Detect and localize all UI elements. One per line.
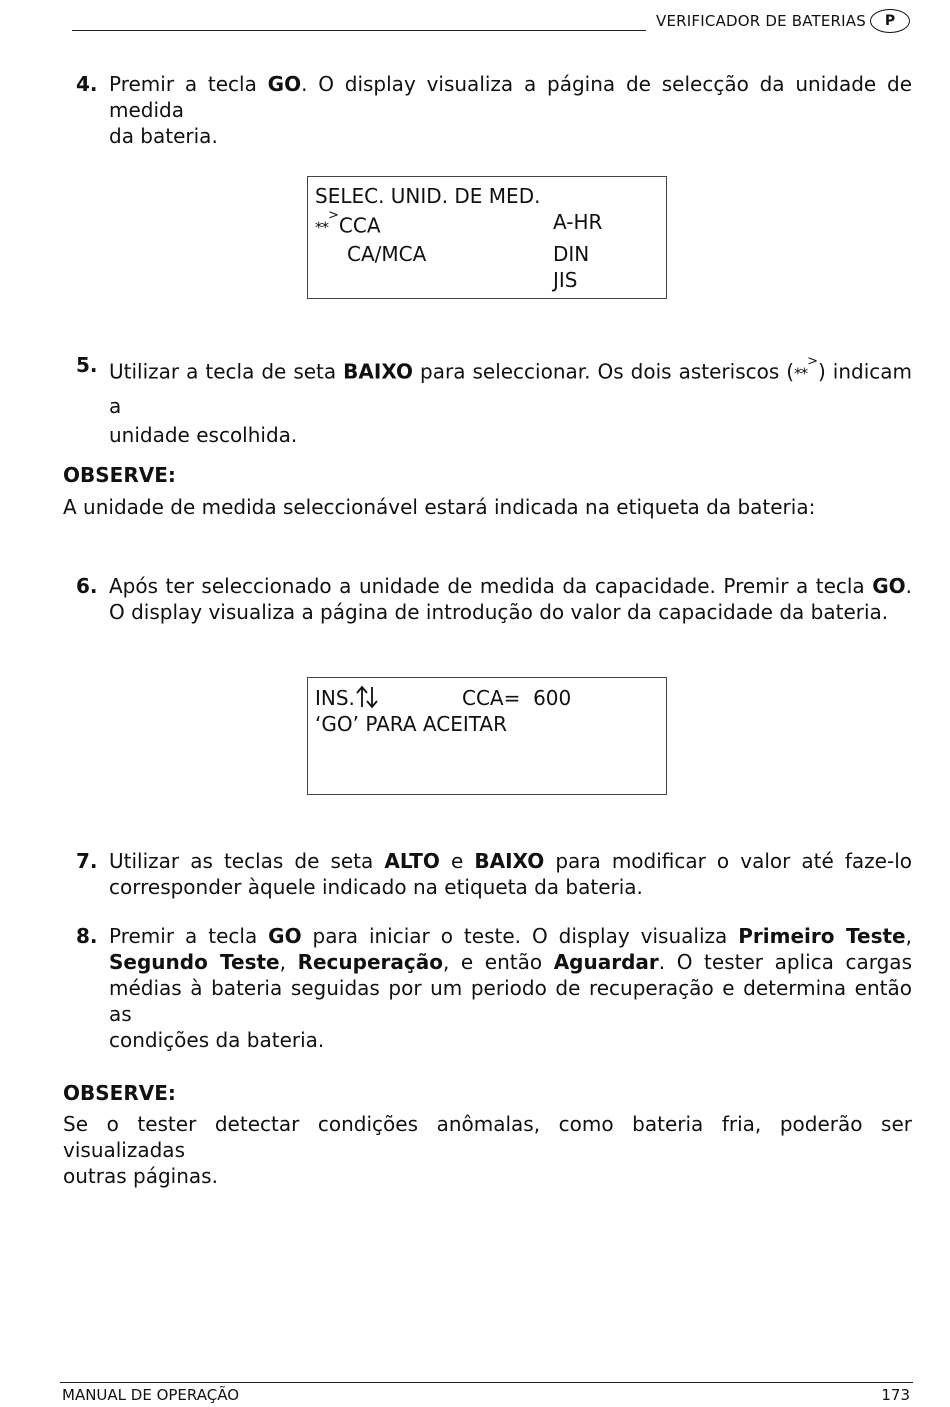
step-text-line [109, 573, 912, 599]
step-8 [76, 923, 912, 1053]
step-text: e [439, 849, 475, 873]
step-text-line: da bateria. [109, 124, 218, 148]
key-go: GO [267, 72, 302, 96]
step-text-line [109, 352, 912, 422]
step-text: . [905, 574, 912, 598]
step-text-line [109, 923, 912, 949]
lcd-option-cca [315, 209, 381, 241]
selection-arrow-icon: > [328, 208, 339, 223]
footer-rule [60, 1382, 913, 1383]
asterisks-symbol: ** [794, 364, 808, 383]
step-text-line: unidade escolhida. [109, 422, 298, 447]
status-primeiro-teste: Primeiro Teste [738, 924, 906, 948]
step-text: . O display visualiza a página de selecção da unidade de medida [109, 72, 913, 122]
step-number: 7. [76, 849, 98, 873]
lcd-option-din: DIN [553, 242, 590, 266]
step-text: , [905, 924, 912, 948]
step-text: para iniciar o teste. O display visualiza [301, 924, 739, 948]
observe-line: Se o tester detectar condições anômalas, como bateria fria, poderão ser visualizadas [63, 1112, 912, 1162]
step-text: para seleccionar. Os dois asteriscos ( [413, 359, 795, 384]
lcd-input-label [315, 685, 381, 711]
footer-manual-title: MANUAL DE OPERAÇÃO [62, 1386, 240, 1404]
step-5 [76, 352, 912, 448]
observe-title: OBSERVE: [63, 463, 176, 487]
lcd-ins-label: INS. [315, 686, 355, 710]
step-text-line: condições da bateria. [109, 1028, 325, 1052]
observe-title: OBSERVE: [63, 1081, 176, 1105]
status-recuperacao: Recuperação [297, 950, 443, 974]
step-text-line: corresponder àquele indicado na etiqueta da bateria. [109, 875, 643, 899]
step-text: Utilizar a tecla de seta [109, 359, 344, 384]
lcd-display-capacity-input [307, 677, 667, 795]
step-text: Utilizar as teclas de seta [109, 849, 385, 873]
step-text-line [109, 848, 912, 874]
step-text-line [109, 71, 912, 123]
lcd-option-ca-mca: CA/MCA [347, 242, 427, 266]
step-6 [76, 573, 912, 625]
step-text: ) indicam a [109, 359, 913, 418]
observe-text: A unidade de medida seleccionável estará indicada na etiqueta da bateria: [63, 495, 816, 519]
header-title: VERIFICADOR DE BATERIAS [656, 12, 866, 30]
observe-text [63, 1111, 912, 1189]
key-go: GO [268, 924, 302, 948]
step-text-line: O display visualiza a página de introdução do valor da capacidade da bateria. [109, 600, 889, 624]
step-number: 4. [76, 72, 98, 96]
lcd-option-ahr: A-HR [553, 210, 603, 234]
lcd-cca-value: CCA= 600 [462, 686, 572, 710]
key-alto: ALTO [384, 849, 440, 873]
lcd-accept-prompt: ‘GO’ PARA ACEITAR [315, 712, 507, 736]
page-header [72, 8, 910, 38]
status-segundo-teste: Segundo Teste [109, 950, 280, 974]
up-down-arrows-icon [355, 685, 381, 709]
step-number: 8. [76, 924, 98, 948]
lcd-title: SELEC. UNID. DE MED. [315, 184, 541, 208]
step-text: Premir a tecla [109, 924, 269, 948]
step-text-line: médias à bateria seguidas por um periodo de recuperação e determina então as [109, 976, 912, 1026]
status-aguardar: Aguardar [553, 950, 659, 974]
lcd-display-unit-select [307, 176, 667, 299]
step-text: para modificar o valor até faze-lo [544, 849, 912, 873]
key-baixo: BAIXO [343, 359, 414, 384]
step-number: 5. [76, 353, 98, 377]
header-rule [72, 30, 646, 31]
language-badge: P [870, 9, 910, 33]
step-text: Após ter seleccionado a unidade de medida da capacidade. Premir a tecla [109, 574, 873, 598]
option-label: CCA [338, 213, 381, 238]
step-text: , [279, 950, 298, 974]
step-text: Premir a tecla [109, 72, 268, 96]
step-text-line [109, 949, 912, 975]
step-text: . O tester aplica cargas [658, 950, 912, 974]
selection-arrow-icon: > [807, 354, 818, 369]
step-text: , e então [442, 950, 554, 974]
selection-marker: ** [315, 218, 328, 237]
key-go: GO [872, 574, 906, 598]
lcd-option-jis: JIS [553, 268, 578, 292]
step-number: 6. [76, 574, 98, 598]
observe-line: outras páginas. [63, 1164, 218, 1188]
page-number: 173 [881, 1386, 910, 1404]
step-4 [76, 71, 912, 149]
step-7 [76, 848, 912, 900]
key-baixo: BAIXO [474, 849, 545, 873]
